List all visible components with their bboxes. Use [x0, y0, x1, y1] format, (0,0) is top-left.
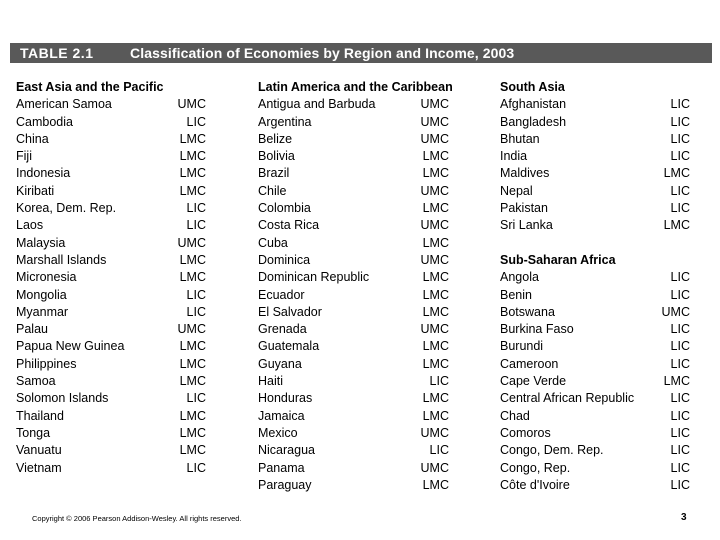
table-row — [258, 252, 449, 269]
income-code: LIC — [670, 356, 690, 371]
column-east-asia — [16, 79, 206, 477]
table-row — [16, 304, 206, 321]
table-row — [258, 304, 449, 321]
country-name: Argentina — [258, 114, 312, 129]
table-row — [258, 356, 449, 373]
country-name: Thailand — [16, 408, 64, 423]
table-row — [500, 96, 690, 113]
country-name: Cambodia — [16, 114, 73, 129]
table-row — [16, 269, 206, 286]
income-code: LIC — [186, 304, 206, 319]
table-row — [16, 96, 206, 113]
country-name: India — [500, 149, 528, 164]
country-name: Palau — [16, 322, 48, 337]
country-name: Burundi — [500, 339, 544, 354]
region-heading-sub-saharan: Sub-Saharan Africa — [500, 252, 616, 267]
table-row — [500, 131, 690, 148]
income-code: LMC — [179, 166, 206, 181]
table-row — [500, 165, 690, 182]
income-code: LMC — [422, 235, 449, 250]
table-row — [16, 408, 206, 425]
table-row — [16, 235, 206, 252]
table-row — [16, 442, 206, 459]
country-name: Cuba — [258, 235, 288, 250]
region-list-east-asia — [16, 96, 206, 477]
country-name: Guatemala — [258, 339, 320, 354]
table-row — [258, 165, 449, 182]
income-code: LMC — [179, 252, 206, 267]
table-row — [16, 390, 206, 407]
country-name: Bangladesh — [500, 114, 567, 129]
country-name: Mexico — [258, 425, 298, 440]
table-row — [16, 287, 206, 304]
country-name: Antigua and Barbuda — [258, 97, 376, 112]
income-code: LMC — [422, 304, 449, 319]
country-name: Paraguay — [258, 477, 312, 492]
income-code: LMC — [663, 166, 690, 181]
income-code: LMC — [179, 270, 206, 285]
country-name: Central African Republic — [500, 391, 635, 406]
income-code: LIC — [186, 201, 206, 216]
income-code: LIC — [670, 425, 690, 440]
income-code: LMC — [179, 443, 206, 458]
table-row — [258, 114, 449, 131]
table-row — [500, 183, 690, 200]
income-code: LMC — [422, 270, 449, 285]
country-name: Jamaica — [258, 408, 305, 423]
country-name: Comoros — [500, 425, 551, 440]
income-code: LIC — [670, 477, 690, 492]
table-row — [500, 114, 690, 131]
income-code: LIC — [670, 443, 690, 458]
table-row — [258, 287, 449, 304]
country-name: Angola — [500, 270, 539, 285]
table-row — [258, 460, 449, 477]
country-name: Indonesia — [16, 166, 71, 181]
column-latin-america — [258, 79, 453, 494]
table-row — [16, 373, 206, 390]
income-code: LIC — [670, 131, 690, 146]
region-list-south-asia — [500, 96, 690, 234]
table-row — [500, 477, 690, 494]
table-row — [258, 217, 449, 234]
table-row — [258, 442, 449, 459]
country-name: Guyana — [258, 356, 302, 371]
table-row — [16, 114, 206, 131]
income-code: LIC — [186, 460, 206, 475]
country-name: Philippines — [16, 356, 77, 371]
table-row — [16, 165, 206, 182]
income-code: LIC — [670, 322, 690, 337]
country-name: Cameroon — [500, 356, 559, 371]
table-row — [16, 338, 206, 355]
table-row — [258, 408, 449, 425]
copyright-notice: Copyright © 2006 Pearson Addison-Wesley. All rights reserved. — [32, 514, 242, 523]
country-name: Costa Rica — [258, 218, 320, 233]
country-name: Chad — [500, 408, 530, 423]
table-row — [258, 183, 449, 200]
country-name: Laos — [16, 218, 44, 233]
income-code: LIC — [186, 287, 206, 302]
country-name: Dominica — [258, 252, 311, 267]
income-code: UMC — [420, 322, 449, 337]
income-code: LMC — [179, 149, 206, 164]
income-code: LMC — [422, 408, 449, 423]
table-row — [258, 321, 449, 338]
country-name: Sri Lanka — [500, 218, 553, 233]
country-name: Maldives — [500, 166, 550, 181]
income-code: LMC — [179, 131, 206, 146]
income-code: UMC — [420, 97, 449, 112]
table-row — [16, 252, 206, 269]
country-name: Brazil — [258, 166, 290, 181]
table-row — [16, 217, 206, 234]
table-row — [500, 408, 690, 425]
country-name: Kiribati — [16, 183, 55, 198]
table-row — [500, 321, 690, 338]
income-code: LIC — [670, 460, 690, 475]
income-code: LIC — [429, 374, 449, 389]
table-row — [16, 183, 206, 200]
country-name: Benin — [500, 287, 532, 302]
country-name: Congo, Rep. — [500, 460, 571, 475]
income-code: LIC — [186, 391, 206, 406]
table-row — [500, 338, 690, 355]
table-row — [258, 200, 449, 217]
table-row — [16, 356, 206, 373]
income-code: UMC — [661, 304, 690, 319]
country-name: Cape Verde — [500, 374, 567, 389]
country-name: Afghanistan — [500, 97, 567, 112]
income-code: UMC — [420, 183, 449, 198]
table-title-bar — [10, 43, 712, 63]
country-name: Fiji — [16, 149, 32, 164]
income-code: LIC — [670, 391, 690, 406]
table-row — [16, 200, 206, 217]
country-name: Congo, Dem. Rep. — [500, 443, 604, 458]
income-code: UMC — [177, 322, 206, 337]
income-code: LMC — [179, 339, 206, 354]
country-name: Botswana — [500, 304, 555, 319]
country-name: Marshall Islands — [16, 252, 107, 267]
country-name: Vietnam — [16, 460, 62, 475]
income-code: UMC — [420, 218, 449, 233]
income-code: LMC — [422, 149, 449, 164]
country-name: Chile — [258, 183, 287, 198]
country-name: Pakistan — [500, 201, 548, 216]
table-row — [500, 373, 690, 390]
income-code: LMC — [422, 339, 449, 354]
income-code: LMC — [422, 391, 449, 406]
region-list-sub-saharan — [500, 269, 690, 494]
table-row — [16, 131, 206, 148]
country-name: Bolivia — [258, 149, 295, 164]
country-name: Vanuatu — [16, 443, 62, 458]
table-row — [16, 460, 206, 477]
table-row — [500, 390, 690, 407]
table-row — [258, 235, 449, 252]
income-code: UMC — [177, 97, 206, 112]
income-code: LIC — [670, 339, 690, 354]
country-name: Bhutan — [500, 131, 540, 146]
income-code: LMC — [422, 477, 449, 492]
income-code: LIC — [670, 97, 690, 112]
country-name: Ecuador — [258, 287, 305, 302]
table-row — [500, 356, 690, 373]
country-name: Belize — [258, 131, 293, 146]
region-list-latin-america — [258, 96, 449, 494]
table-row — [500, 425, 690, 442]
table-row — [258, 425, 449, 442]
country-name: Solomon Islands — [16, 391, 109, 406]
country-name: El Salvador — [258, 304, 322, 319]
income-code: LIC — [186, 114, 206, 129]
country-name: Nepal — [500, 183, 533, 198]
income-code: LMC — [422, 356, 449, 371]
income-code: UMC — [177, 235, 206, 250]
income-code: UMC — [420, 114, 449, 129]
table-row — [500, 287, 690, 304]
table-row — [258, 269, 449, 286]
table-row — [258, 373, 449, 390]
income-code: LIC — [429, 443, 449, 458]
income-code: LMC — [422, 287, 449, 302]
income-code: LIC — [670, 183, 690, 198]
income-code: LIC — [670, 287, 690, 302]
country-name: Malaysia — [16, 235, 66, 250]
country-name: Myanmar — [16, 304, 69, 319]
region-heading-latin-america: Latin America and the Caribbean — [258, 80, 453, 94]
income-code: LMC — [179, 374, 206, 389]
income-code: LIC — [670, 114, 690, 129]
table-row — [500, 442, 690, 459]
income-code: UMC — [420, 425, 449, 440]
table-label: TABLE 2.1 — [20, 45, 94, 61]
table-row — [258, 96, 449, 113]
table-row — [258, 148, 449, 165]
income-code: LIC — [670, 270, 690, 285]
income-code: UMC — [420, 460, 449, 475]
income-code: LIC — [670, 149, 690, 164]
income-code: LMC — [663, 374, 690, 389]
country-name: Nicaragua — [258, 443, 315, 458]
income-code: UMC — [420, 131, 449, 146]
income-code: LMC — [663, 218, 690, 233]
country-name: Korea, Dem. Rep. — [16, 201, 117, 216]
income-code: LMC — [179, 356, 206, 371]
income-code: UMC — [420, 252, 449, 267]
region-heading-south-asia: South Asia — [500, 80, 565, 94]
table-row — [16, 148, 206, 165]
country-name: Grenada — [258, 322, 307, 337]
country-name: Haiti — [258, 374, 284, 389]
table-row — [258, 338, 449, 355]
income-code: LIC — [186, 218, 206, 233]
table-row — [500, 148, 690, 165]
column-south-asia-africa — [500, 79, 690, 494]
table-row — [500, 217, 690, 234]
country-name: Papua New Guinea — [16, 339, 125, 354]
table-row — [258, 477, 449, 494]
income-code: LMC — [422, 166, 449, 181]
income-code: LMC — [179, 183, 206, 198]
table-row — [500, 304, 690, 321]
income-code: LIC — [670, 408, 690, 423]
income-code: LMC — [422, 201, 449, 216]
table-row — [16, 321, 206, 338]
region-spacer — [500, 235, 690, 252]
income-code: LMC — [179, 425, 206, 440]
country-name: Tonga — [16, 425, 51, 440]
country-name: Dominican Republic — [258, 270, 370, 285]
country-name: Burkina Faso — [500, 322, 574, 337]
country-name: China — [16, 131, 49, 146]
country-name: Panama — [258, 460, 305, 475]
country-name: Samoa — [16, 374, 56, 389]
country-name: Honduras — [258, 391, 313, 406]
country-name: Micronesia — [16, 270, 77, 285]
country-name: Mongolia — [16, 287, 67, 302]
country-name: Côte d'Ivoire — [500, 477, 570, 492]
income-code: LIC — [670, 201, 690, 216]
country-name: American Samoa — [16, 97, 112, 112]
table-row — [500, 269, 690, 286]
table-row — [16, 425, 206, 442]
table-title: Classification of Economies by Region and Income, 2003 — [130, 45, 515, 61]
page-number: 3 — [681, 512, 687, 523]
table-row — [258, 131, 449, 148]
country-name: Colombia — [258, 201, 311, 216]
income-code: LMC — [179, 408, 206, 423]
region-heading-east-asia: East Asia and the Pacific — [16, 80, 164, 94]
table-row — [258, 390, 449, 407]
table-row — [500, 200, 690, 217]
table-row — [500, 460, 690, 477]
